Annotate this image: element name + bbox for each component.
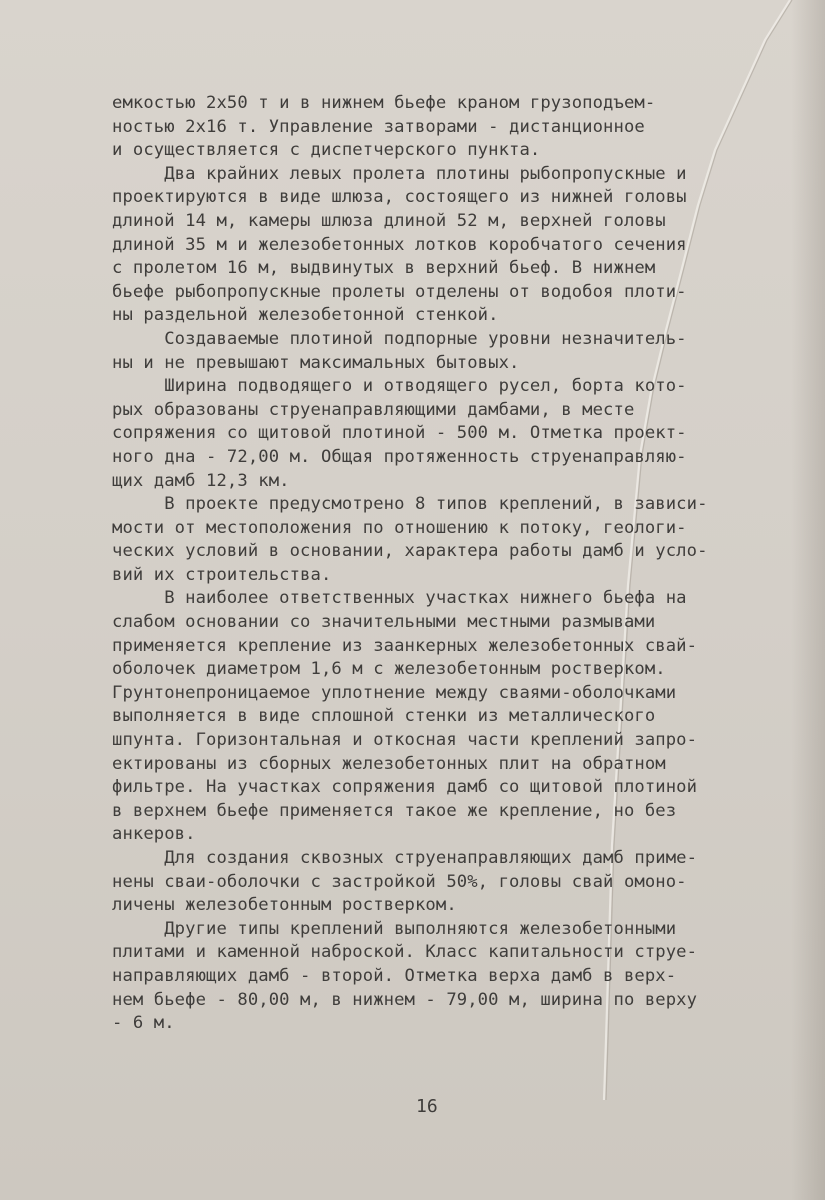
- paragraph-5: В проекте предусмотрено 8 типов креплений, в зависи- мости от местоположения по отношению к потоку, геологи- ческих условий в основании, характера работы дамб и усло- вий их строительства.: [112, 494, 708, 585]
- paragraph-3: Создаваемые плотиной подпорные уровни незначитель- ны и не превышают максимальных бытовых.: [112, 328, 687, 373]
- page-number: 16: [416, 1096, 438, 1117]
- paragraph-8: Другие типы креплений выполняются железобетонными плитами и каменной наброской. Класс капитальности струе- направляющих дамб - второй. Отметка верха дамб в верх- нем бьефе - 80,00 м, в нижнем - 79,00 м, ширина по верху - 6 м.: [112, 918, 698, 1034]
- body-text: [112, 92, 797, 1036]
- paragraph-1: емкостью 2х50 т и в нижнем бьефе краном грузоподъем- ностью 2х16 т. Управление затворами - дистанционное и осуществляется с диспетчерского пункта.: [112, 93, 656, 161]
- paragraph-7: Для создания сквозных струенаправляющих дамб приме- нены сваи-оболочки с застройкой 50%, головы свай омоно- личены железобетонным ростверком.: [112, 848, 698, 916]
- paragraph-2: Два крайних левых пролета плотины рыбопропускные и проектируются в виде шлюза, состоящего из нижней головы длиной 14 м, камеры шлюза длиной 52 м, верхней головы длиной 35 м и железобетонных лотков коробчатого сечения с пролетом 16 м, выдвинутых в верхний бьеф. В нижнем бьефе рыбопропускные пролеты отделены от водобоя плоти- ны раздельной железобетонной стенкой.: [112, 163, 687, 326]
- paragraph-6: В наиболее ответственных участках нижнего бьефа на слабом основании со значительными местными размывами применяется крепление из заанкерных железобетонных свай- оболочек диаметром 1,6 м с железобетонным ростверком. Грунтонепроницаемое уплотнение между сваями-оболочками выполняется в виде сплошной стенки из металлического шпунта. Горизонтальная и откосная части креплений запро- ектированы из сборных железобетонных плит на обратном фильтре. На участках сопряжения дамб со щитовой плотиной в верхнем бьефе применяется такое же крепление, но без анкеров.: [112, 588, 698, 845]
- paragraph-4: Ширина подводящего и отводящего русел, борта кото- рых образованы струенаправляющими дамбами, в месте сопряжения со щитовой плотиной - 500 м. Отметка проект- ного дна - 72,00 м. Общая протяженность струенаправляю- щих дамб 12,3 км.: [112, 376, 687, 491]
